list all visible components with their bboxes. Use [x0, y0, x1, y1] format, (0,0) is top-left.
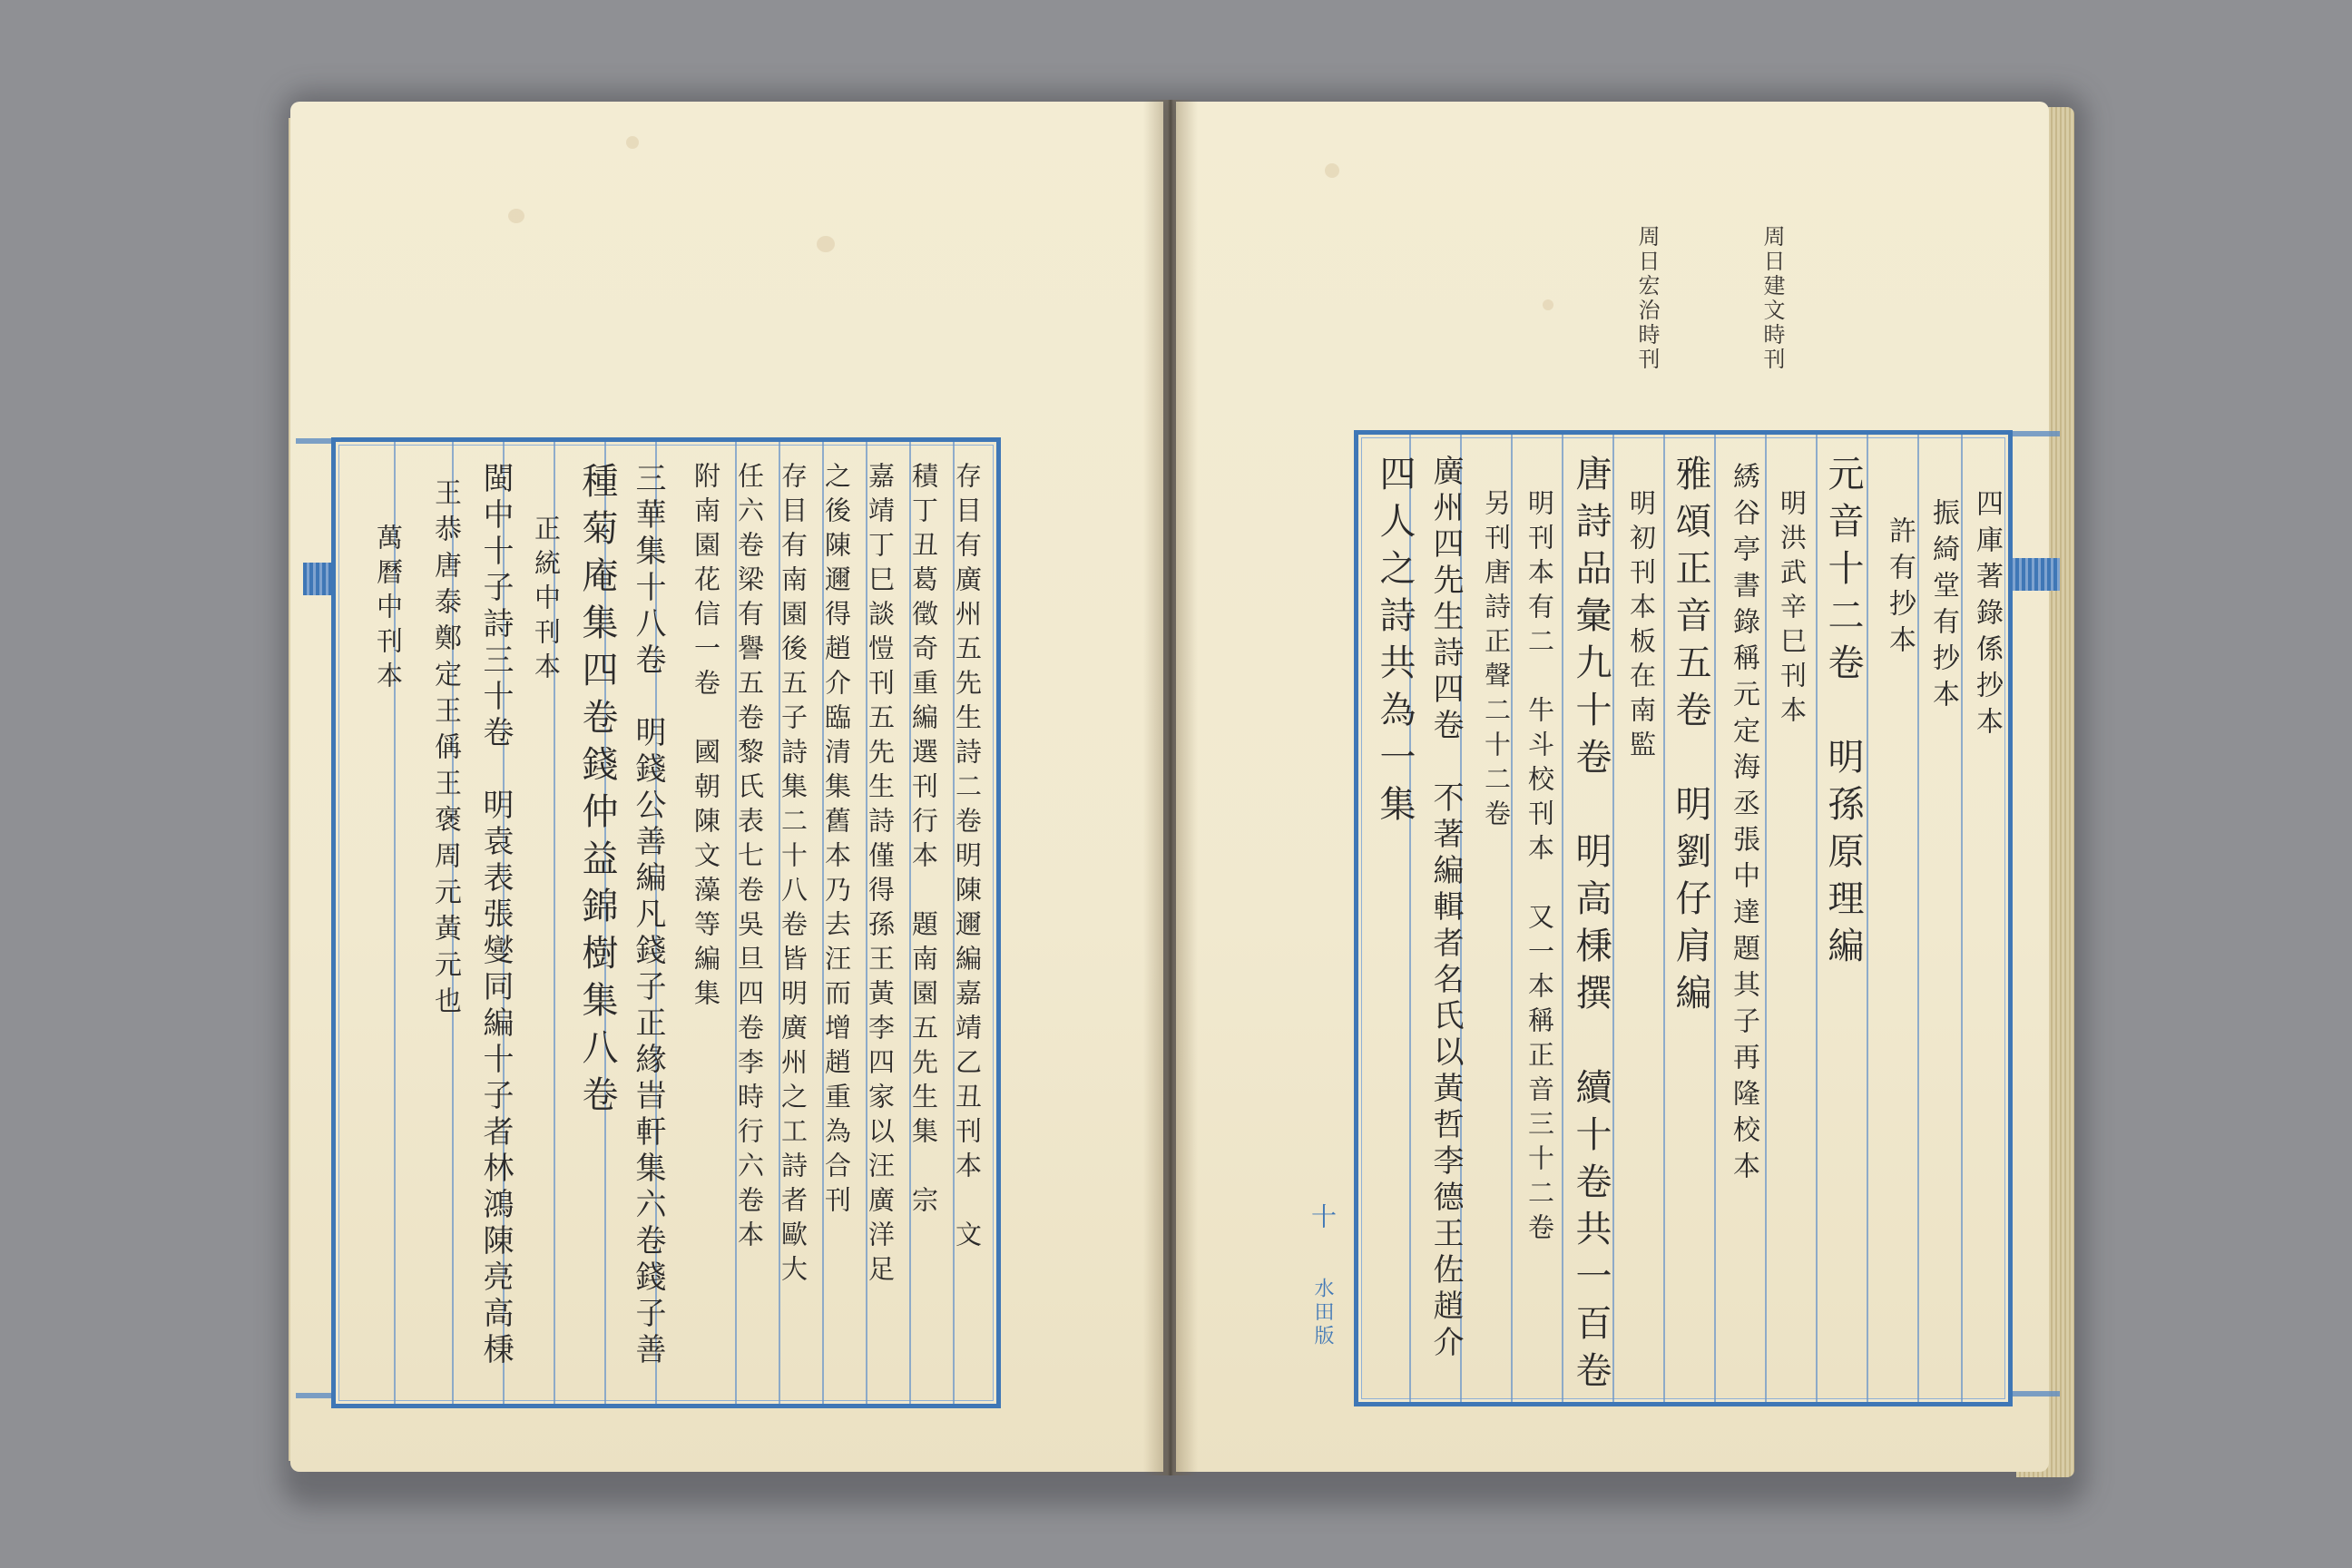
text-column: 之後陳邇得趙介臨清集舊本乃去汪而增趙重為合刊	[821, 462, 852, 1220]
text-column: 存目有南園後五子詩集二十八卷皆明廣州之工詩者歐大	[778, 462, 808, 1289]
margin-mark-edition: 水田版	[1311, 1278, 1334, 1348]
text-column: 四人之詩共為一集	[1374, 455, 1416, 832]
text-column: 正統中刊本	[531, 514, 562, 687]
foxing-spot	[817, 236, 835, 252]
book-gutter	[1143, 100, 1198, 1475]
text-column: 存目有廣州五先生詩二卷明陳邇編嘉靖乙丑刊本 文	[952, 462, 983, 1255]
text-column: 廣州四先生詩四卷 不著編輯者名氏以黃哲李德王佐趙介	[1427, 455, 1464, 1362]
text-column: 嘉靖丁巳談愷刊五先生詩僅得孫王黃李四家以汪廣洋足	[865, 462, 896, 1289]
text-column: 閩中十子詩三十卷 明袁表張燮同編十子者林鴻陳亮高棅	[477, 462, 514, 1369]
text-column: 王恭唐泰鄭定王偁王褒周元黃元也	[429, 478, 461, 1023]
text-column: 明刊本有二 牛斗校刊本 又一本稱正音三十二卷	[1524, 489, 1555, 1248]
text-column: 明洪武辛巳刊本	[1777, 489, 1808, 730]
text-column: 任六卷梁有譽五卷黎氏表七卷吳旦四卷李時行六卷本	[734, 462, 765, 1255]
header-note-1: 周日建文時刊	[1759, 225, 1785, 372]
header-note-2: 周日宏治時刊	[1634, 225, 1660, 372]
text-column: 種菊庵集四卷錢仲益錦樹集八卷	[576, 462, 618, 1122]
edge-tab-right	[2009, 558, 2060, 591]
edge-line-left-bottom	[296, 1393, 332, 1398]
text-column: 許有抄本	[1884, 516, 1916, 662]
text-column: 積丁丑葛徵奇重編選刊行本 題南園五先生集 宗	[908, 462, 939, 1220]
left-text-frame	[331, 437, 1001, 1408]
right-text-frame	[1354, 430, 2013, 1406]
text-column: 雅頌正音五卷 明劉仔肩編	[1670, 455, 1711, 1021]
text-column: 附南園花信一卷 國朝陳文藻等編集	[691, 462, 721, 1014]
text-column: 綉谷亭書錄稱元定海丞張中達題其子再隆校本	[1728, 462, 1759, 1188]
text-column: 四庫著錄係抄本	[1971, 489, 2003, 743]
text-column: 三華集十八卷 明錢公善編凡錢子正緣旹軒集六卷錢子善	[630, 462, 666, 1369]
foxing-spot	[508, 209, 524, 223]
text-column: 另刊唐詩正聲二十二卷	[1481, 489, 1512, 834]
foxing-spot	[1543, 299, 1553, 310]
margin-mark-number: 十	[1308, 1203, 1338, 1232]
text-column: 唐詩品彙九十卷 明高棅撰 續十卷共一百卷	[1570, 455, 1612, 1398]
foxing-spot	[1325, 163, 1339, 178]
text-column: 振綺堂有抄本	[1927, 498, 1959, 716]
text-column: 元音十二卷 明孫原理編	[1822, 455, 1864, 974]
text-column: 明初刊本板在南監	[1626, 489, 1657, 765]
text-column: 萬曆中刊本	[373, 524, 404, 696]
edge-line-left-top	[296, 438, 332, 444]
foxing-spot	[626, 136, 639, 149]
